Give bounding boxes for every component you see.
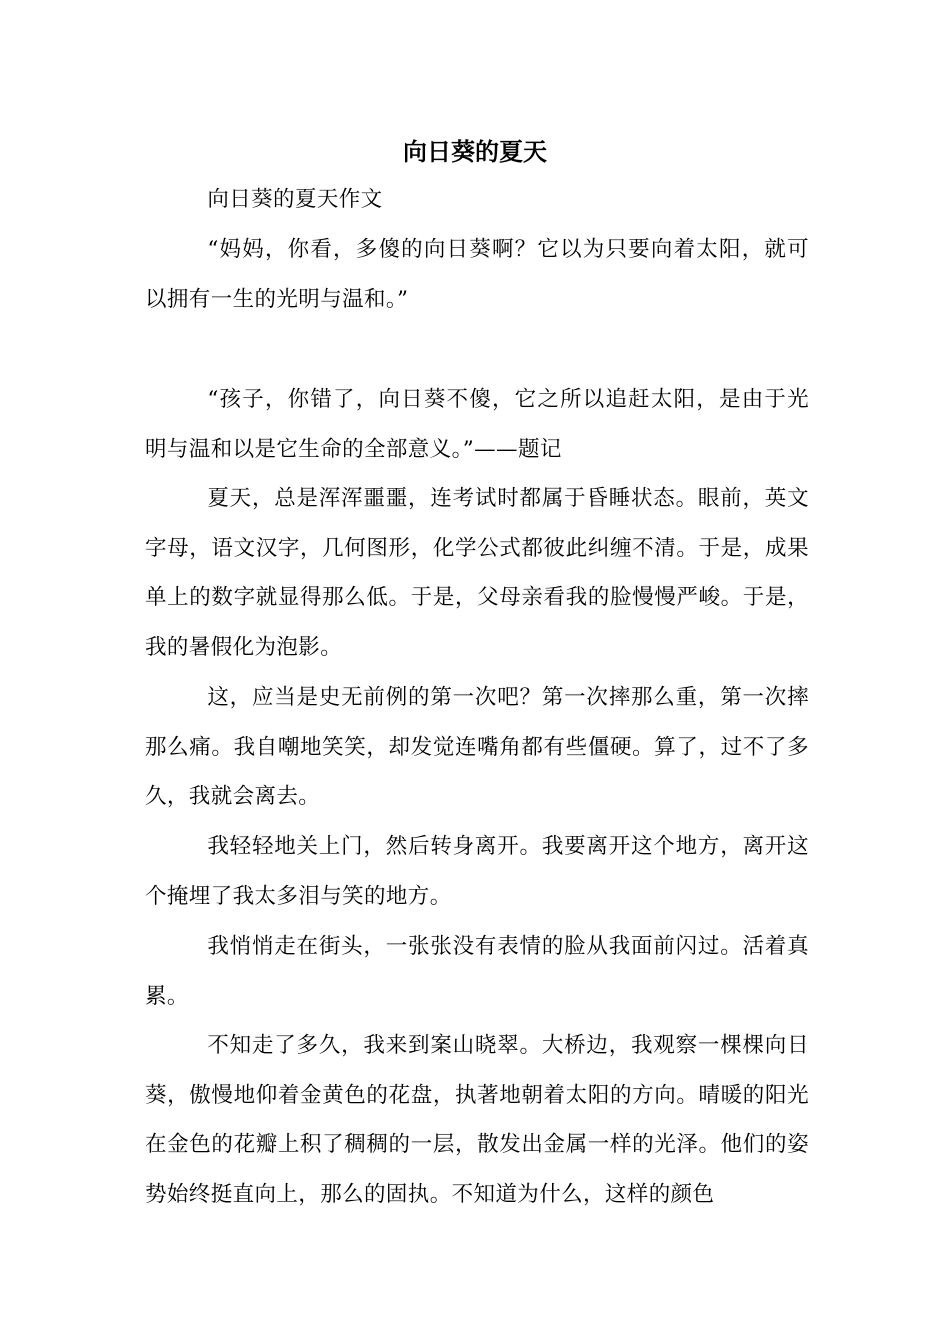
paragraph-subtitle: 向日葵的夏天作文 [207, 187, 383, 212]
paragraph-street: 我悄悄走在街头，一张张没有表情的脸从我面前闪过。活着真累。 [145, 934, 809, 1009]
paragraph-summer: 夏天，总是浑浑噩噩，连考试时都属于昏睡状态。眼前，英文字母，语文汉字，几何图形，化学公式都彼此纠缠不清。于是，成果单上的数字就显得那么低。于是，父母亲看我的脸慢慢严峻。于是，我的暑假化为泡影。 [145, 486, 809, 660]
paragraph-first-fall: 这，应当是史无前例的第一次吧？第一次摔那么重，第一次摔那么痛。我自嘲地笑笑，却发觉连嘴角都有些僵硬。算了，过不了多久，我就会离去。 [145, 685, 809, 809]
paragraph-quote-child: “妈妈，你看，多傻的向日葵啊？它以为只要向着太阳，就可以拥有一生的光明与温和。” [145, 237, 809, 312]
paragraph-leaving: 我轻轻地关上门，然后转身离开。我要离开这个地方，离开这个掩埋了我太多泪与笑的地方。 [145, 834, 809, 909]
paragraph-quote-mother: “孩子，你错了，向日葵不傻，它之所以追赶太阳，是由于光明与温和以是它生命的全部意义。”——题记 [145, 387, 809, 462]
paragraph-sunflowers: 不知走了多久，我来到案山晓翠。大桥边，我观察一棵棵向日葵，傲慢地仰着金黄色的花盘，执著地朝着太阳的方向。晴暖的阳光在金色的花瓣上积了稠稠的一层，散发出金属一样的光泽。他们的姿势始终挺直向上，那么的固执。不知道为什么，这样的颜色 [145, 1033, 809, 1207]
document-title: 向日葵的夏天 [403, 137, 547, 166]
